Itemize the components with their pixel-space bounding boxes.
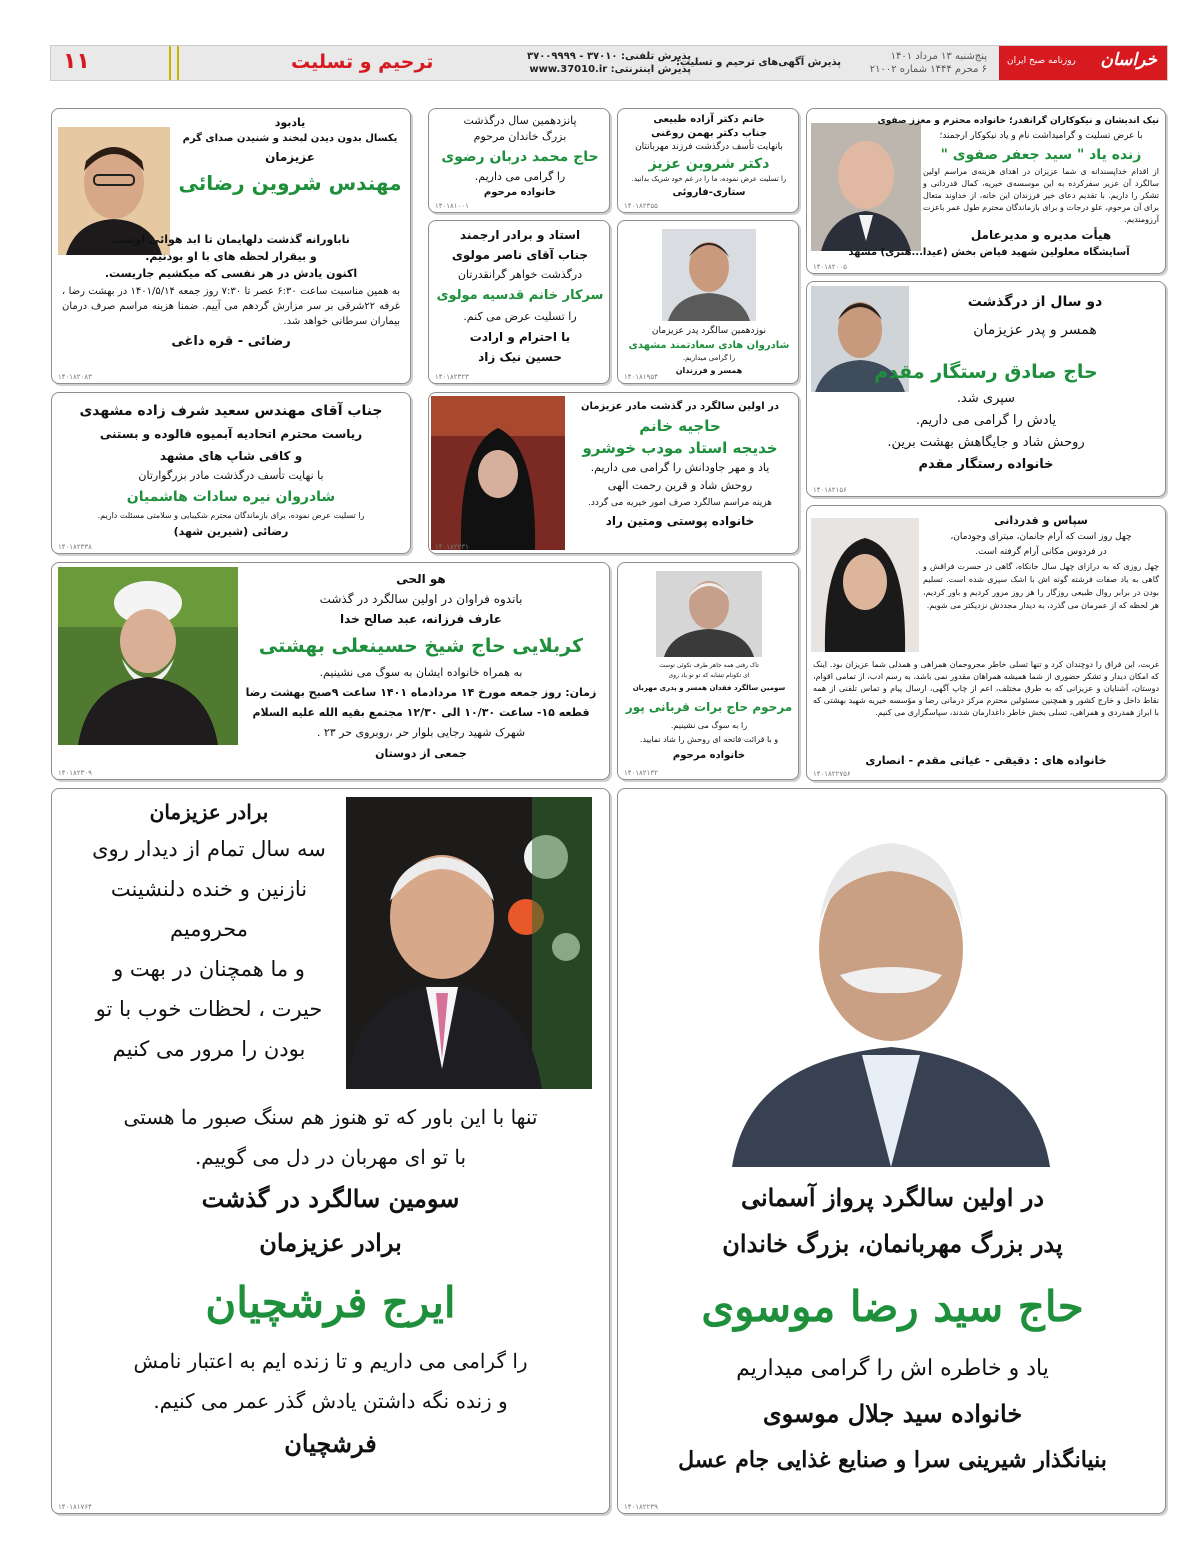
ad-beheshti: [51, 562, 610, 780]
rezaei-line7: اکنون یادش در هر نفسی که میکشیم جاریست.: [104, 267, 358, 280]
portrait-photo: [346, 797, 592, 1089]
roughani-line3: بانهایت تأسف درگذشت فرزند مهربانتان: [635, 142, 783, 152]
ad-code: ۱۴۰۱۸۲۰۰۵: [813, 263, 847, 271]
section-title: ترحیم و تسلیت: [291, 51, 434, 73]
ad-code: ۱۴۰۱۸۱۷۶۴: [58, 1503, 92, 1511]
ads-phone: پذیرش تلفنی: ۳۷۰۱۰ - ۳۷۰۰۹۹۹۹: [527, 51, 691, 62]
safavi-signature: آسایشگاه معلولین شهید فیاض بخش (عیدا...هنری) مشهد: [848, 247, 1130, 258]
header-divider: [169, 46, 179, 80]
page-header: [50, 45, 1168, 81]
roughani-line1: خانم دکتر آزاده طبیعی: [653, 114, 765, 125]
khoshrou-name: خدیجه استاد مودب خوشرو: [582, 439, 778, 457]
beheshti-line3: عارف فرزانه، عبد صالح خدا: [340, 612, 502, 626]
ghorbani-line2: ای تکونام تشابه که تو تو یاد روی: [668, 672, 750, 679]
beheshti-line5: به همراه خانواده ایشان به سوگ می نشینیم.: [319, 666, 523, 679]
beheshti-signature: جمعی از دوستان: [375, 747, 467, 760]
mousavi-signature: بنیانگذار شیرینی سرا و صنایع غذایی جام عسل: [678, 1447, 1107, 1473]
ad-mashhadi: [617, 220, 799, 384]
safavi-name: زنده یاد " سید جعفر صفوی ": [940, 147, 1142, 163]
farshchian-line4: محرومیم: [169, 917, 249, 941]
portrait-photo: [811, 518, 919, 652]
ads-online: پذیرش اینترنتی: www.37010.ir: [529, 64, 691, 75]
hashemian-name: شادروان نیره سادات هاشمیان: [126, 489, 336, 505]
rastegar-name: حاج صادق رستگار مقدم: [874, 361, 1098, 383]
mitra-signature: خانواده های : دقیقی - غیاثی مقدم - انصاری: [865, 754, 1107, 767]
portrait-photo: [656, 571, 762, 657]
beheshti-line7: قطعه ۱۵- ساعت ۱۰/۳۰ الی ۱۲/۳۰ مجتمع بقیه الله علیه السلام: [252, 706, 590, 719]
mitra-line2: چهل روز است که آرام جانمان، میترای وجودمان،: [950, 532, 1132, 542]
molavi-line2: جناب آقای ناصر مولوی: [451, 248, 589, 262]
hashemian-line6: را تسلیت عرض نموده، برای بازماندگان محترم شکیبایی و سلامتی مسئلت داریم.: [97, 511, 365, 520]
rastegar-line2: همسر و پدر عزیزمان: [973, 322, 1097, 338]
ad-mitra: [806, 505, 1166, 781]
rastegar-line6: روحش شاد و جایگاهش بهشت برین.: [887, 435, 1085, 450]
khoshrou-line5: روحش شاد و قرین رحمت الهی: [607, 479, 753, 492]
rezaei-line1: یادبود: [274, 116, 306, 129]
ad-mousavi: [617, 788, 1166, 1514]
farshchian-line10: سومین سالگرد در گذشت: [201, 1184, 460, 1213]
darban-line2: بزرگ خاندان مرحوم: [473, 130, 567, 143]
farshchian-line11: برادر عزیزمان: [259, 1228, 402, 1257]
molavi-line3: درگذشت خواهر گرانقدرتان: [457, 268, 583, 281]
khoshrou-signature: خانواده پوستی ومتین راد: [605, 514, 755, 528]
mashhadi-line1: نوزدهمین سالگرد پدر عزیزمان: [651, 326, 767, 336]
darban-line1: پانزدهمین سال درگذشت: [463, 114, 577, 127]
mitra-body1: چهل روزی که به درازای چهل سال جانکاه، گاهی در حسرت فراقش و گاهی به یاد صفات فرشته گونه اش با اشک سپری شده است. تسلیم بودن در برابر روال طبیعی روزگار را هر روز مرور کردیم و باور کردیم، هر لحظه که از عمرمان می گذرد، به دیدار مجددش نزدیکتر می شویم.: [923, 562, 1159, 610]
khoshrou-line2: حاجیه خانم: [639, 417, 721, 435]
ghorbani-signature: خانواده مرحوم: [672, 750, 746, 761]
farshchian-line5: و ما همچنان در بهت و: [113, 957, 305, 981]
ad-code: ۱۴۰۱۸۱۹۵۴: [624, 373, 658, 381]
farshchian-line2: سه سال تمام از دیدار روی: [92, 837, 326, 861]
ad-code: ۱۴۰۱۸۲۳۳۸: [58, 543, 92, 551]
issue-date: [870, 50, 987, 76]
rezaei-line2: یکسال بدون دیدن لبخند و شنیدن صدای گرم: [182, 133, 398, 144]
khoshrou-line1: در اولین سالگرد در گذشت مادر عزیزمان: [580, 401, 779, 412]
rastegar-line1: دو سال از درگذشت: [967, 294, 1103, 310]
molavi-name: سرکار خانم قدسیه مولوی: [436, 288, 604, 303]
roughani-line2: جناب دکتر بهمن روغنی: [651, 128, 767, 139]
mashhadi-signature: همسر و فرزندان: [675, 366, 743, 375]
ad-darban: [428, 108, 610, 213]
mashhadi-name: شادروان هادی سعادتمند مشهدی: [628, 340, 790, 351]
mousavi-line2: پدر بزرگ مهربانمان، بزرگ خاندان: [722, 1229, 1063, 1258]
beheshti-name: کربلایی حاج شیخ حسینعلی بهشتی: [258, 635, 584, 657]
rastegar-signature: خانواده رستگار مقدم: [918, 457, 1054, 472]
khoshrou-line4: یاد و مهر جاودانش را گرامی می داریم.: [590, 461, 770, 474]
mitra-body2: غربت، این فراق را دوچندان کرد و تنها تسلی خاطر مجروحمان همراهی و همدلی شما عزیزان بود. اینک که امکان دیدار و تشکر حضوری از شما همیشه همراهان مقدور نمی باشد، به رسم ادب، از تمامی اقوام، دوستان، آشنایان و عزیزانی که به طرق مختلف، اعم از چاپ آگهی، ارسال پیام و تماس تلفنی از همه نقاط داخل و خارج کشور و همچنین مسئولین محترم مرکز درمانی رضا و مؤسسه خیریه شهید بهشتی که با ابراز همدردی و همراهی، تسلی بخش خاطر داغدارمان شدند، سپاسگزاری می کنیم.: [813, 660, 1159, 717]
ad-rastegar: [806, 281, 1166, 497]
ad-code: ۱۴۰۱۸۲۲۳۱: [435, 543, 469, 551]
safavi-line1: نیک اندیشان و نیکوکاران گرانقدر؛ خانواده محترم و معزز صفوی: [877, 116, 1159, 126]
beheshti-line8: شهرک شهید رجایی بلوار حر ،روبروی حر ۲۳ .: [316, 726, 526, 739]
khoshrou-line6: هزینه مراسم سالگرد صرف امور خیریه می گردد.: [588, 498, 772, 508]
roughani-name: دکتر شروین عزیز: [648, 156, 770, 172]
hashemian-line4: با نهایت تأسف درگذشت مادر بزرگوارتان: [138, 469, 324, 482]
mousavi-line4: یاد و خاطره اش را گرامی میداریم: [736, 1356, 1049, 1381]
roughani-signature: ستاری-فاروئی: [672, 187, 746, 198]
rezaei-line6: و بیقرار لحظه های با او بودنیم.: [145, 250, 317, 263]
safavi-line2: با عرض تسلیت و گرامیداشت نام و یاد نیکوکار ارجمند؛: [939, 131, 1143, 141]
beheshti-line2: باندوه فراوان در اولین سالگرد در گذشت: [319, 592, 523, 606]
farshchian-name: ایرج فرشچیان: [205, 1278, 456, 1327]
rezaei-line3: عزیزمان: [265, 150, 315, 164]
brand-tagline: روزنامه صبح ایران: [1007, 56, 1076, 66]
portrait-photo: [58, 567, 238, 745]
portrait-photo: [722, 799, 1060, 1167]
molavi-line6: با احترام و ارادت: [469, 330, 571, 344]
farshchian-line6: حیرت ، لحظات خوب با تو: [95, 997, 323, 1021]
hashemian-line1: جناب آقای مهندس سعید شرف زاده مشهدی: [79, 403, 383, 419]
ghorbani-name: مرحوم حاج برات قربانی پور: [625, 700, 793, 714]
safavi-board: هیأت مدیره و مدیرعامل: [970, 228, 1112, 242]
rezaei-body: به همین مناسبت ساعت ۶:۳۰ عصر تا ۷:۳۰ روز جمعه ۱۴۰۱/۵/۱۴ در بهشت رضا ، غرفه ۲۲شرقی بر سر مزارش گردهم می آییم. ضمنا هزینه مراسم صرف درمان بیماران سرطانی خواهد شد.: [62, 286, 400, 327]
molavi-signature: حسین نیک زاد: [478, 350, 562, 364]
date-line-1: پنج‌شنبه ۱۳ مرداد ۱۴۰۱: [890, 51, 987, 62]
darban-name: حاج محمد دربان رضوی: [441, 149, 599, 165]
portrait-photo: [431, 396, 565, 550]
ad-code: ۱۴۰۱۸۲۲۳۹: [624, 1503, 658, 1511]
ad-hashemian: [51, 392, 411, 554]
hashemian-line3: و کافی شاپ های مشهد: [159, 449, 303, 463]
safavi-body: از اقدام خداپسندانه ی شما عزیزان در اهدای هزینه‌ی مراسم اولین سالگرد آن عزیز سفرکرده به این موسسه‌ی خیریه، کمال قدردانی و تشکر را داریم. با تقدیم دعای خیر فرزندان این خانه، از خداوند متعال برای آن مرحوم، علو درجات و برای بازماندگان محترم طول عمر باعزت آرزومندیم.: [923, 167, 1159, 224]
date-line-2: ۶ محرم ۱۴۴۴ شماره ۲۱۰۰۲: [869, 64, 987, 75]
farshchian-line8: تنها با این باور که تو هنوز هم سنگ صبور ما هستی: [123, 1105, 538, 1129]
roughani-line5: را تسلیت عرض نموده، ما را در غم خود شریک بدانید.: [631, 175, 787, 183]
ghorbani-line5: را به سوگ می نشینیم.: [670, 721, 748, 730]
ad-molavi: [428, 220, 610, 384]
farshchian-line7: بودن را مرور می کنیم: [112, 1037, 306, 1061]
ad-code: ۱۴۰۱۸۲۲۷۵۶: [813, 770, 851, 778]
ads-label: پذیرش آگهی‌های ترحیم و تسلیت:: [675, 57, 841, 68]
ghorbani-line3: سومین سالگرد فقدان همسر و پدری مهربان: [632, 684, 786, 692]
ad-code: ۱۴۰۱۸۲۳۰۹: [58, 769, 92, 777]
darban-signature: خانواده مرحوم: [483, 187, 557, 198]
darban-line4: را گرامی می داریم.: [474, 170, 566, 183]
ghorbani-line6: و با قرائت فاتحه ای روحش را شاد نمایید.: [639, 735, 779, 744]
ad-farshchian: [51, 788, 610, 1514]
ghorbani-line1: تاک رفتی همه جاهر طرف نکوئی توست: [659, 662, 759, 669]
portrait-photo: [811, 123, 921, 251]
ad-code: ۱۴۰۱۸۲۳۵۵: [624, 202, 658, 210]
newspaper-brand: [999, 46, 1167, 80]
rezaei-signature: رضائی - قره داغی: [171, 334, 291, 349]
rastegar-line4: سپری شد.: [956, 391, 1016, 406]
beheshti-line6: زمان: روز جمعه مورخ ۱۴ مردادماه ۱۴۰۱ ساعت ۹صبح بهشت رضا: [245, 686, 597, 699]
rastegar-line5: یادش را گرامی می داریم.: [915, 413, 1057, 428]
ad-roughani: [617, 108, 799, 213]
farshchian-line14: و زنده نگه داشتن یادش گذر عمر می کنیم.: [153, 1389, 508, 1413]
mitra-line3: در فردوس مکانی آرام گرفته است.: [975, 547, 1107, 557]
rezaei-name: مهندس شروین رضائی: [178, 171, 402, 195]
rezaei-line5: ناباورانه گذشت دلهایمان تا ابد هوائی اوست: [112, 233, 350, 246]
mitra-line1: سپاس و قدردانی: [994, 514, 1088, 527]
farshchian-signature: فرشچیان: [284, 1429, 377, 1458]
mousavi-line1: در اولین سالگرد پرواز آسمانی: [740, 1183, 1045, 1212]
ad-code: ۱۴۰۱۸۲۱۵۶: [813, 486, 847, 494]
ad-ghorbani: [617, 562, 799, 780]
ad-code: ۱۴۰۱۸۲۱۳۲: [624, 769, 658, 777]
hashemian-line2: ریاست محترم اتحادیه آبمیوه فالوده و بستنی: [99, 427, 363, 441]
ad-rezaei: [51, 108, 411, 384]
mousavi-line5: خانواده سید جلال موسوی: [762, 1399, 1023, 1428]
brand-logo: خراسان: [1100, 50, 1157, 70]
farshchian-line13: را گرامی می داریم و تا زنده ایم به اعتبار نامش: [133, 1349, 528, 1373]
molavi-line5: را تسلیت عرض می کنم.: [463, 310, 577, 323]
farshchian-line3: نازنین و خنده دلنشینت: [110, 877, 308, 901]
ad-code: ۱۴۰۱۸۲۳۲۳: [435, 373, 469, 381]
ad-code: ۱۴۰۱۸۱۰۰۱: [435, 202, 469, 210]
ad-code: ۱۴۰۱۸۲۰۸۳: [58, 373, 92, 381]
portrait-photo: [662, 229, 756, 321]
hashemian-signature: رضائی (شیرین شهد): [173, 525, 289, 538]
mashhadi-line3: را گرامی میداریم.: [682, 354, 736, 362]
molavi-line1: استاد و برادر ارجمند: [459, 228, 581, 242]
page-number: ۱۱: [63, 49, 90, 74]
farshchian-line9: با تو ای مهربان در دل می گوییم.: [194, 1145, 467, 1169]
ad-khoshrou: [428, 392, 799, 554]
ad-safavi: [806, 108, 1166, 274]
farshchian-line1: برادر عزیزمان: [149, 800, 269, 824]
beheshti-line1: هو الحی: [396, 572, 446, 586]
mousavi-name: حاج سید رضا موسوی: [701, 1282, 1084, 1331]
